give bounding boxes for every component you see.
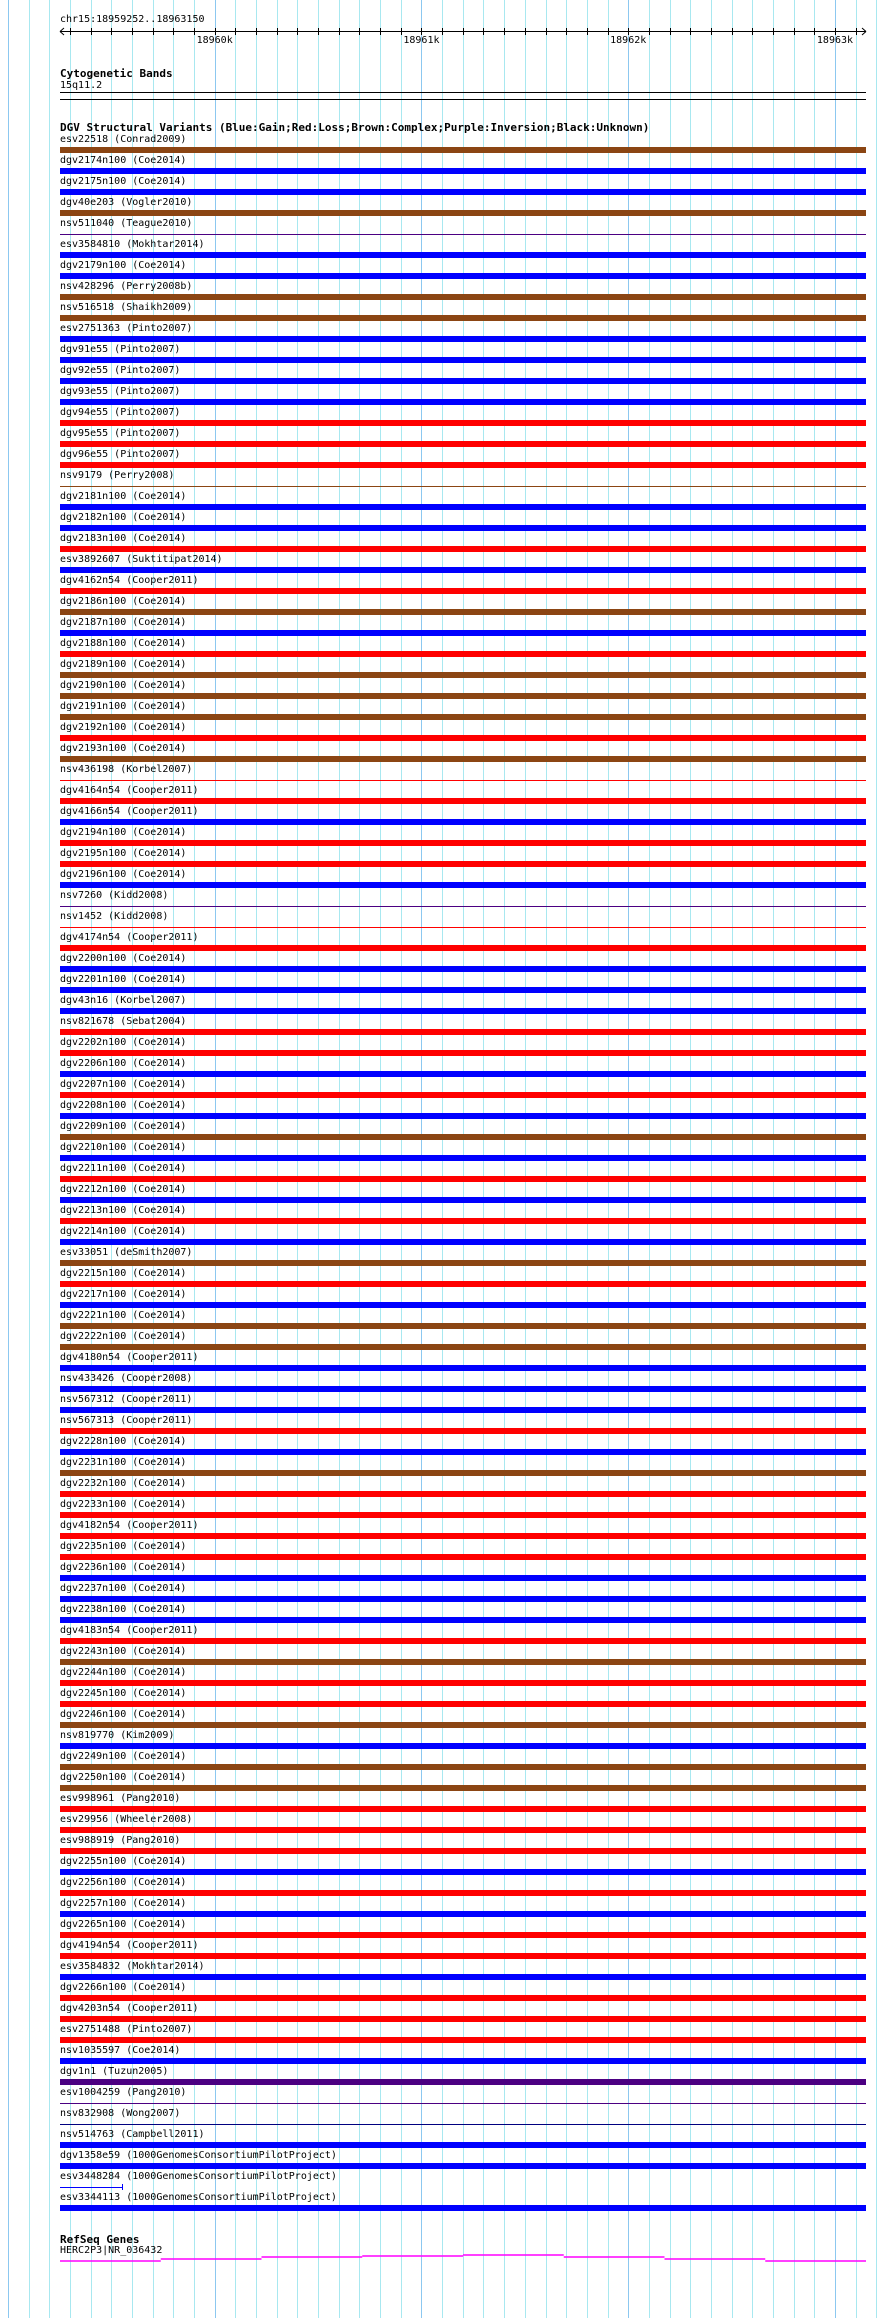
variant-bar[interactable] [60,840,866,846]
variant-bar[interactable] [60,252,866,258]
variant-label[interactable]: dgv2233n100 (Coe2014) [60,1499,187,1510]
variant-bar[interactable] [60,1197,866,1203]
refseq-title: RefSeq Genes [60,2233,140,2246]
variant-label[interactable]: dgv43n16 (Korbel2007) [60,995,187,1006]
variant-bar[interactable] [60,588,866,594]
variant-label[interactable]: esv29956 (Wheeler2008) [60,1814,193,1825]
variant-label[interactable]: dgv2191n100 (Coe2014) [60,701,187,712]
variant-bar[interactable] [60,2037,866,2043]
variant-bar[interactable] [60,672,866,678]
variant-label[interactable]: nsv567312 (Cooper2011) [60,1394,193,1405]
variant-bar[interactable] [60,2124,866,2125]
ruler-tick-label: 18960k [196,35,233,46]
variant-bar[interactable] [60,1491,866,1497]
variant-bar[interactable] [60,1743,866,1749]
variant-label[interactable]: dgv2265n100 (Coe2014) [60,1919,187,1930]
variant-bar[interactable] [60,147,866,153]
cytoband-title: Cytogenetic Bands [60,67,173,80]
variant-bar[interactable] [60,567,866,573]
variant-label[interactable]: dgv2200n100 (Coe2014) [60,953,187,964]
variant-bar[interactable] [60,651,866,657]
variant-label[interactable]: dgv2222n100 (Coe2014) [60,1331,187,1342]
variant-bar[interactable] [60,1638,866,1644]
variant-label[interactable]: dgv4203n54 (Cooper2011) [60,2003,199,2014]
variant-label[interactable]: nsv821678 (Sebat2004) [60,1016,187,1027]
variant-label[interactable]: dgv2202n100 (Coe2014) [60,1037,187,1048]
variant-bar[interactable] [60,630,866,636]
variant-bar[interactable] [60,189,866,195]
variant-bar[interactable] [60,1764,866,1770]
variant-bar[interactable] [60,1302,866,1308]
variant-label[interactable]: dgv2235n100 (Coe2014) [60,1541,187,1552]
variant-bar[interactable] [60,1722,866,1728]
variant-label[interactable]: esv1004259 (Pang2010) [60,2087,187,2098]
track-divider [60,99,866,100]
variant-label[interactable]: dgv2256n100 (Coe2014) [60,1877,187,1888]
variant-label[interactable]: dgv1358e59 (1000GenomesConsortiumPilotProject) [60,2150,337,2161]
variant-label[interactable]: dgv2232n100 (Coe2014) [60,1478,187,1489]
variant-bar[interactable] [60,609,866,615]
variant-label[interactable]: esv3892607 (Suktitipat2014) [60,554,223,565]
left-arrow-icon [60,28,64,32]
variant-label[interactable]: dgv2208n100 (Coe2014) [60,1100,187,1111]
variant-bar[interactable] [60,945,866,951]
variant-label[interactable]: dgv4162n54 (Cooper2011) [60,575,199,586]
variant-bar[interactable] [60,1806,866,1812]
variant-bar[interactable] [60,966,866,972]
variant-label[interactable]: dgv2211n100 (Coe2014) [60,1163,187,1174]
variant-label[interactable]: dgv2210n100 (Coe2014) [60,1142,187,1153]
variant-label[interactable]: nsv9179 (Perry2008) [60,470,175,481]
variant-label[interactable]: dgv40e203 (Vogler2010) [60,197,193,208]
ruler-tick-label: 18961k [403,35,440,46]
variant-label[interactable]: dgv2201n100 (Coe2014) [60,974,187,985]
variant-label[interactable]: dgv2266n100 (Coe2014) [60,1982,187,1993]
variant-label[interactable]: dgv2181n100 (Coe2014) [60,491,187,502]
variant-label[interactable]: nsv1452 (Kidd2008) [60,911,169,922]
variant-bar[interactable] [60,906,866,907]
variant-bar[interactable] [60,1554,866,1560]
variant-bar[interactable] [60,1092,866,1098]
variant-label[interactable]: nsv436198 (Korbel2007) [60,764,193,775]
variant-label[interactable]: dgv91e55 (Pinto2007) [60,344,181,355]
variant-label[interactable]: dgv92e55 (Pinto2007) [60,365,181,376]
variant-bar[interactable] [60,1596,866,1602]
variant-label[interactable]: dgv2245n100 (Coe2014) [60,1688,187,1699]
variant-bar[interactable] [60,1848,866,1854]
variant-bar[interactable] [60,1281,866,1287]
variant-label[interactable]: dgv2217n100 (Coe2014) [60,1289,187,1300]
variant-label[interactable]: dgv93e55 (Pinto2007) [60,386,181,397]
variant-label[interactable]: esv22518 (Conrad2009) [60,134,187,145]
variant-bar[interactable] [60,1827,866,1833]
variant-bar[interactable] [60,1218,866,1224]
variant-label[interactable]: dgv2237n100 (Coe2014) [60,1583,187,1594]
cytoband-name[interactable]: 15q11.2 [60,80,103,91]
variant-bar[interactable] [60,210,866,216]
variant-bar[interactable] [60,486,866,487]
variant-bar[interactable] [60,1008,866,1014]
variant-label[interactable]: dgv2179n100 (Coe2014) [60,260,187,271]
variant-bar[interactable] [60,1449,866,1455]
variant-bar[interactable] [60,2187,123,2188]
variant-label[interactable]: dgv2228n100 (Coe2014) [60,1436,187,1447]
variant-label[interactable]: nsv1035597 (Coe2014) [60,2045,181,2056]
variant-bar[interactable] [60,2058,866,2064]
variant-bar[interactable] [60,927,866,928]
variant-label[interactable]: esv988919 (Pang2010) [60,1835,181,1846]
variant-bar[interactable] [60,861,866,867]
variant-bar[interactable] [60,1995,866,2001]
variant-bar[interactable] [60,1050,866,1056]
variant-label[interactable]: dgv2194n100 (Coe2014) [60,827,187,838]
variant-label[interactable]: dgv2188n100 (Coe2014) [60,638,187,649]
variant-bar[interactable] [60,2163,866,2169]
variant-label[interactable]: esv3584832 (Mokhtar2014) [60,1961,205,1972]
variant-bar[interactable] [60,735,866,741]
variant-label[interactable]: dgv4174n54 (Cooper2011) [60,932,199,943]
gene-model[interactable] [0,2252,890,2268]
variant-label[interactable]: dgv2231n100 (Coe2014) [60,1457,187,1468]
variant-bar[interactable] [60,2103,866,2104]
variant-bar[interactable] [60,756,866,762]
variant-label[interactable]: dgv2249n100 (Coe2014) [60,1751,187,1762]
variant-bar[interactable] [60,1575,866,1581]
variant-label[interactable]: nsv433426 (Cooper2008) [60,1373,193,1384]
variant-bar[interactable] [60,1260,866,1266]
variant-label[interactable]: dgv4182n54 (Cooper2011) [60,1520,199,1531]
variant-bar[interactable] [60,1386,866,1392]
variant-label[interactable]: dgv2246n100 (Coe2014) [60,1709,187,1720]
variant-bar[interactable] [60,441,866,447]
variant-bar[interactable] [60,1428,866,1434]
cytoband-line [60,92,866,93]
variant-label[interactable]: dgv2236n100 (Coe2014) [60,1562,187,1573]
ruler-tick-label: 18963k [816,35,854,46]
variant-label[interactable]: esv3448284 (1000GenomesConsortiumPilotProject) [60,2171,337,2182]
variant-bar[interactable] [60,1323,866,1329]
variant-label[interactable]: dgv2196n100 (Coe2014) [60,869,187,880]
variant-bar[interactable] [60,1239,866,1245]
variant-bar[interactable] [60,1785,866,1791]
variant-bar[interactable] [60,420,866,426]
variant-label[interactable]: dgv2192n100 (Coe2014) [60,722,187,733]
variant-label[interactable]: dgv2193n100 (Coe2014) [60,743,187,754]
variant-bar[interactable] [60,2016,866,2022]
variant-label[interactable]: dgv94e55 (Pinto2007) [60,407,181,418]
variant-bar[interactable] [60,273,866,279]
variant-label[interactable]: dgv2244n100 (Coe2014) [60,1667,187,1678]
variant-label[interactable]: dgv1n1 (Tuzun2005) [60,2066,169,2077]
variant-label[interactable]: dgv2243n100 (Coe2014) [60,1646,187,1657]
variant-bar[interactable] [60,1155,866,1161]
variant-bar[interactable] [60,714,866,720]
variant-bar[interactable] [60,1512,866,1518]
variant-bar[interactable] [60,2205,866,2211]
variant-bar[interactable] [60,1344,866,1350]
variant-label[interactable]: dgv2190n100 (Coe2014) [60,680,187,691]
dgv-track-title: DGV Structural Variants (Blue:Gain;Red:Loss;Brown:Complex;Purple:Inversion;Black:Unknown) [60,121,650,134]
variant-bar[interactable] [60,1113,866,1119]
variant-label[interactable]: dgv2183n100 (Coe2014) [60,533,187,544]
variant-label[interactable]: nsv832908 (Wong2007) [60,2108,181,2119]
variant-bar[interactable] [60,1134,866,1140]
variant-bar[interactable] [60,1176,866,1182]
variant-label[interactable]: dgv2209n100 (Coe2014) [60,1121,187,1132]
variant-bar[interactable] [60,1974,866,1980]
variant-label[interactable]: esv2751488 (Pinto2007) [60,2024,193,2035]
variant-bar[interactable] [60,1911,866,1917]
variant-bar[interactable] [60,1029,866,1035]
variant-bar[interactable] [60,1659,866,1665]
variant-label[interactable]: dgv95e55 (Pinto2007) [60,428,181,439]
variant-bar[interactable] [60,294,866,300]
variant-bar[interactable] [60,378,866,384]
variant-bar[interactable] [60,882,866,888]
variant-label[interactable]: esv998961 (Pang2010) [60,1793,181,1804]
variant-label[interactable]: dgv2207n100 (Coe2014) [60,1079,187,1090]
variant-label[interactable]: dgv2174n100 (Coe2014) [60,155,187,166]
variant-bar[interactable] [60,357,866,363]
gene-label[interactable]: HERC2P3|NR_036432 [60,2245,163,2256]
variant-label[interactable]: esv33051 (deSmith2007) [60,1247,193,1258]
variant-bar[interactable] [60,1701,866,1707]
variant-label[interactable]: dgv2213n100 (Coe2014) [60,1205,187,1216]
variant-bar[interactable] [60,1680,866,1686]
ruler-tick-label: 18962k [610,35,647,46]
variant-label[interactable]: dgv2221n100 (Coe2014) [60,1310,187,1321]
variant-label[interactable]: dgv2250n100 (Coe2014) [60,1772,187,1783]
variant-bar[interactable] [60,1071,866,1077]
variant-bar[interactable] [60,1953,866,1959]
variant-bar[interactable] [60,315,866,321]
variant-bar[interactable] [60,1533,866,1539]
variant-bar[interactable] [60,462,866,468]
variant-bar[interactable] [60,504,866,510]
variant-label[interactable]: esv3584810 (Mokhtar2014) [60,239,205,250]
variant-label[interactable]: nsv511040 (Teague2010) [60,218,193,229]
variant-label[interactable]: dgv2238n100 (Coe2014) [60,1604,187,1615]
left-arrow-icon [60,32,64,36]
variant-label[interactable]: dgv4194n54 (Cooper2011) [60,1940,199,1951]
variant-label[interactable]: esv3344113 (1000GenomesConsortiumPilotProject) [60,2192,337,2203]
variant-bar[interactable] [60,2142,866,2148]
variant-label[interactable]: dgv2206n100 (Coe2014) [60,1058,187,1069]
variant-bar[interactable] [60,336,866,342]
variant-bar[interactable] [60,1932,866,1938]
variant-label[interactable]: esv2751363 (Pinto2007) [60,323,193,334]
variant-bar[interactable] [60,168,866,174]
variant-label[interactable]: dgv2195n100 (Coe2014) [60,848,187,859]
variant-bar[interactable] [60,1407,866,1413]
right-arrow-icon [862,28,866,32]
variant-bar[interactable] [60,798,866,804]
variant-bar[interactable] [60,234,866,235]
variant-bar[interactable] [60,693,866,699]
variant-bar[interactable] [60,546,866,552]
variant-bar[interactable] [60,1365,866,1371]
ruler[interactable] [0,24,890,38]
variant-label[interactable]: nsv7260 (Kidd2008) [60,890,169,901]
variant-label[interactable]: nsv819770 (Kim2009) [60,1730,175,1741]
variant-bar[interactable] [60,780,866,781]
variant-bar[interactable] [60,1869,866,1875]
right-arrow-icon [862,32,866,36]
variant-label[interactable]: dgv2255n100 (Coe2014) [60,1856,187,1867]
variant-label[interactable]: dgv2182n100 (Coe2014) [60,512,187,523]
variant-label[interactable]: nsv567313 (Cooper2011) [60,1415,193,1426]
variant-label[interactable]: dgv2257n100 (Coe2014) [60,1898,187,1909]
variant-bar[interactable] [60,1470,866,1476]
variant-bar[interactable] [60,1890,866,1896]
variant-label[interactable]: dgv2189n100 (Coe2014) [60,659,187,670]
variant-label[interactable]: dgv4164n54 (Cooper2011) [60,785,199,796]
variant-label[interactable]: nsv514763 (Campbell2011) [60,2129,205,2140]
variant-bar[interactable] [60,819,866,825]
variant-label[interactable]: dgv96e55 (Pinto2007) [60,449,181,460]
variant-label[interactable]: nsv516518 (Shaikh2009) [60,302,193,313]
variant-bar[interactable] [60,399,866,405]
location-label: chr15:18959252..18963150 [60,14,205,25]
variant-label[interactable]: dgv2175n100 (Coe2014) [60,176,187,187]
variant-label[interactable]: nsv428296 (Perry2008b) [60,281,193,292]
variant-label[interactable]: dgv4183n54 (Cooper2011) [60,1625,199,1636]
variant-bar[interactable] [60,525,866,531]
variant-label[interactable]: dgv4166n54 (Cooper2011) [60,806,199,817]
variant-bar[interactable] [60,987,866,993]
variant-label[interactable]: dgv2215n100 (Coe2014) [60,1268,187,1279]
variant-label[interactable]: dgv2186n100 (Coe2014) [60,596,187,607]
variant-label[interactable]: dgv2214n100 (Coe2014) [60,1226,187,1237]
variant-label[interactable]: dgv2187n100 (Coe2014) [60,617,187,628]
variant-bar[interactable] [60,1617,866,1623]
variant-bar[interactable] [60,2079,866,2085]
variant-label[interactable]: dgv2212n100 (Coe2014) [60,1184,187,1195]
variant-label[interactable]: dgv4180n54 (Cooper2011) [60,1352,199,1363]
